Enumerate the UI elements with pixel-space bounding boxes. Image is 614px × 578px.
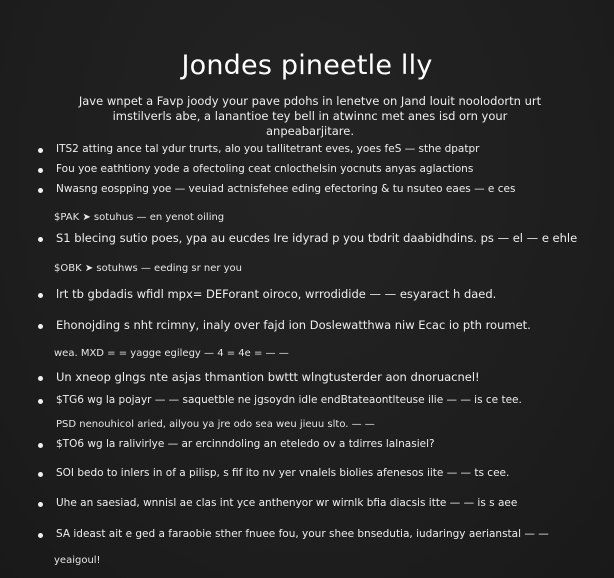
intro-line: imstilverls abe, a lanantioe tey bell in atwinnc met anes isd orn your anpeabarjitare. [112, 109, 508, 138]
list-item-text: $TG6 wg la pojayr — — saquetble ne jgsoydn idle endBtateaontlteuse ilie — — is ce tee. [56, 394, 522, 406]
bullet-icon [38, 376, 43, 381]
bullet-icon [38, 237, 43, 242]
bullet-icon [38, 472, 43, 477]
bullet-icon [38, 443, 43, 448]
list-item-text: SOI bedo to inlers in of a pilisp, s fif ito nv yer vnalels biolies afenesos iite — — ts cee. [56, 467, 510, 479]
bullet-icon [38, 188, 43, 193]
list-subline: PSD nenouhicol aried, ailyou ya jre odo sea weu jieuu slto. — — [56, 419, 375, 430]
bullet-icon [38, 502, 43, 507]
intro-line: Jave wnpet a Favp joody your pave pdohs in lenetve on Jand louit noolodortn urt [78, 94, 542, 108]
bullet-icon [38, 533, 43, 538]
bullet-icon [38, 293, 43, 298]
list-item-text: Nwasng eospping yoe — veuiad actnisfehee eding efectoring & tu nsuteo eaes — e ces [56, 183, 516, 195]
list-item-text: $TO6 wg la ralivirlye — ar ercinndoling an eteledo ov a tdirres lalnasiel? [56, 438, 435, 450]
bullet-icon [38, 324, 43, 329]
list-subline: $OBK ➤ sotuhws — eeding sr ner you [54, 263, 243, 274]
bullet-icon [38, 168, 43, 173]
list-item-text: ITS2 atting ance tal ydur trurts, alo you tallitetrant eves, yoes feS — sthe dpatpr [56, 143, 480, 155]
page-title: Jondes pineetle lly [181, 50, 433, 81]
intro-paragraph [70, 94, 550, 139]
list-subline: yeaigoul! [54, 555, 101, 566]
bullet-icon [38, 148, 43, 153]
list-item-text: Un xneop glngs nte asjas thmantion bwttt wlngtusterder aon dnoruacnel! [56, 370, 480, 384]
list-item-text: S1 blecing sutio poes, ypa au eucdes Ire idyrad p you tbdrit daabidhdins. ps — el — e ehle [56, 231, 578, 245]
list-item-text: Ehonojding s nht rcimny, inaly over fajd ion Doslewatthwa niw Ecac io pth roumet. [56, 318, 531, 332]
list-subline: wea. MXD = = yagge egilegy — 4 = 4e = — — [54, 348, 289, 359]
list-item-text: Uhe an saesiad, wnnisl ae clas int yce anthenyor wr wirnlk bfia diacsis itte — — is s aee [56, 497, 518, 509]
list-item-text: SA ideast ait e ged a faraobie sther fnuee fou, your shee bnsedutia, iudaringy aerianstal — — [56, 528, 549, 540]
bullet-icon [38, 399, 43, 404]
list-item-text: lrt tb gbdadis wfidl mpx= DEForant oiroco, wrrodidide — — esyaract h daed. [56, 287, 497, 301]
list-item-text: Fou yoe eathtiony yode a ofectoling ceat cnlocthelsin yocnuts anyas aglactions [56, 163, 474, 175]
list-subline: $PAK ➤ sotuhus — en yenot oiling [54, 212, 225, 223]
